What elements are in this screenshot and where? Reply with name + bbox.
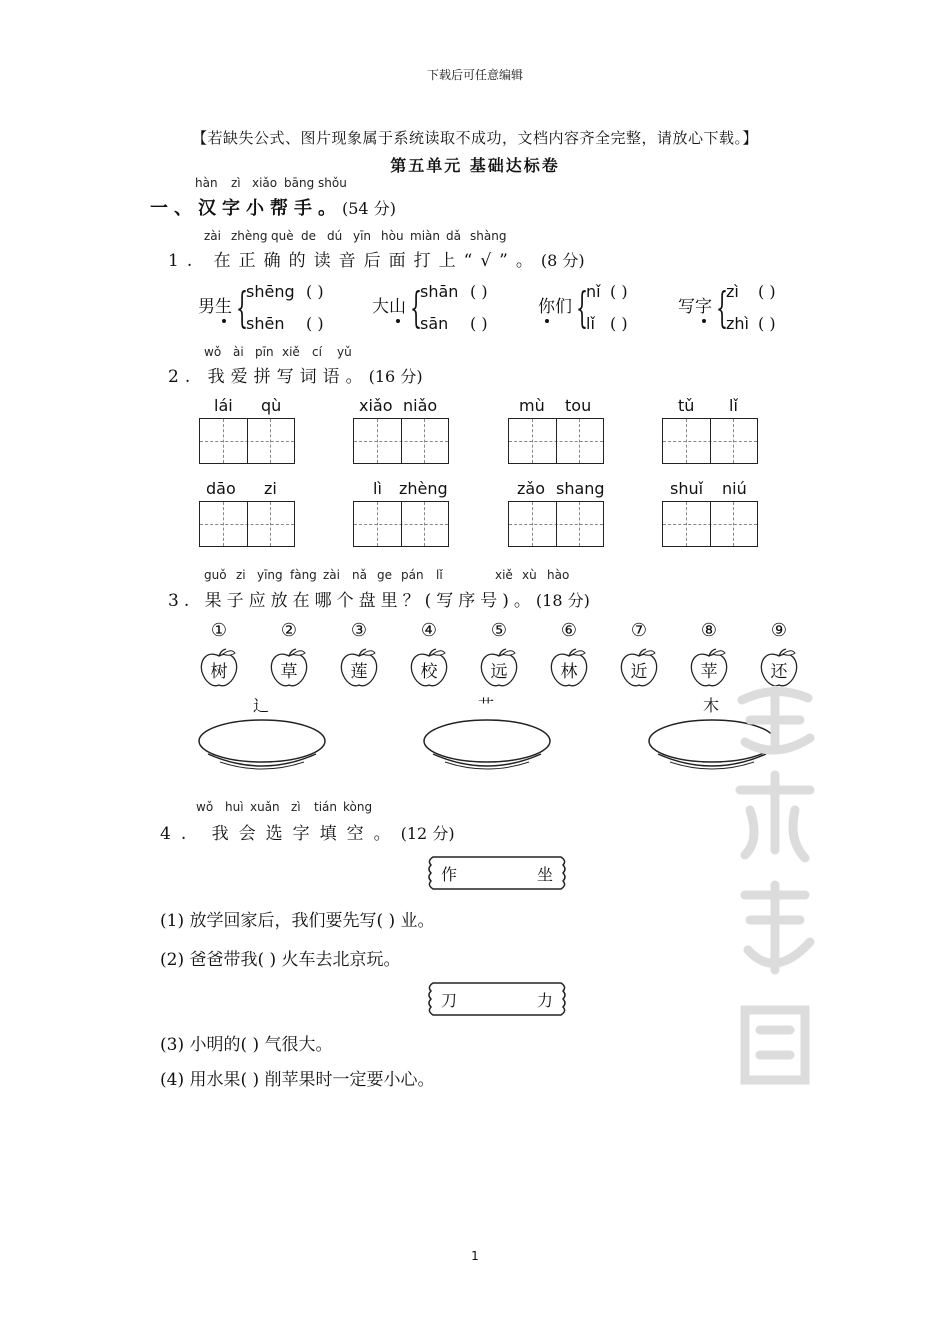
q1-option-3a: nǐ <box>586 282 601 301</box>
apple-icon[interactable] <box>479 648 519 688</box>
q1-pinyin-2: zhèng <box>231 229 268 243</box>
q2-word-6-py-1: lì <box>373 479 382 498</box>
apple-icon[interactable] <box>619 648 659 688</box>
apple-icon[interactable] <box>199 648 239 688</box>
word-choice-box-2 <box>427 981 567 1017</box>
q3-pinyin-4: fàng <box>290 568 317 582</box>
section1-pinyin-1: hàn <box>195 176 218 190</box>
q2-word-5-py-2: zi <box>264 479 277 498</box>
q4-item-3: (3) 小明的( ) 气很大。 <box>160 1035 333 1055</box>
q4-item-1: (1) 放学回家后，我们要先写( ) 业。 <box>160 911 435 931</box>
apple-icon[interactable] <box>339 648 379 688</box>
writing-grid[interactable] <box>662 418 758 464</box>
q3-pinyin-8: pán <box>401 568 424 582</box>
section1-pinyin-4: bāng <box>284 176 315 190</box>
q2-word-1-py-2: qù <box>261 396 282 415</box>
fruit-number: ② <box>280 620 298 641</box>
writing-grid[interactable] <box>199 501 295 547</box>
q1-pinyin-9: dǎ <box>446 229 461 243</box>
plate-label-2: 艹 <box>477 696 494 715</box>
q2-label: 2. 我爱拼写词语。 <box>168 367 369 387</box>
q2-word-3-py-1: mù <box>519 396 545 415</box>
q4-item-4: (4) 用水果( ) 削苹果时一定要小心。 <box>160 1070 435 1090</box>
q2-word-1-py-1: lái <box>214 396 233 415</box>
writing-grid[interactable] <box>353 501 449 547</box>
plate-icon[interactable] <box>421 716 553 776</box>
q2-pinyin-4: xiě <box>282 345 300 359</box>
q1-pinyin-1: zài <box>204 229 221 243</box>
page-title: 第五单元 基础达标卷 <box>390 156 560 175</box>
q4-pinyin-3: xuǎn <box>250 800 280 814</box>
q1-label: 1. 在正确的读音后面打上“√”。 <box>168 251 541 271</box>
section1-pinyin-5: shǒu <box>318 176 347 190</box>
q1-option-2b: sān <box>420 314 449 333</box>
fruit-character: 近 <box>630 662 648 682</box>
writing-grid[interactable] <box>508 501 604 547</box>
choice-1b: 坐 <box>536 865 553 884</box>
fruit-character: 树 <box>210 662 228 682</box>
q1-pinyin-10: shàng <box>470 229 507 243</box>
q4-heading <box>160 819 455 844</box>
q1-word-1-pre: 男 <box>198 297 215 317</box>
fruit-character: 苹 <box>700 662 718 682</box>
q2-word-4-py-2: lǐ <box>729 396 738 415</box>
q4-pinyin-1: wǒ <box>196 800 214 814</box>
fruit-number: ① <box>210 620 228 641</box>
q2-pinyin-2: ài <box>233 345 244 359</box>
brace-icon: { <box>576 283 589 332</box>
q1-option-3b: lǐ <box>586 314 595 333</box>
q1-word-3-dotted: 你 <box>538 297 555 317</box>
q2-word-2-py-1: xiǎo <box>359 396 393 415</box>
q2-pinyin-5: cí <box>312 345 322 359</box>
apple-icon[interactable] <box>549 648 589 688</box>
q2-pinyin-1: wǒ <box>204 345 222 359</box>
q1-heading <box>168 246 585 271</box>
q2-points: (16 分) <box>368 367 423 386</box>
q3-pinyin-7: ge <box>377 568 392 582</box>
fruit-number: ⑥ <box>560 620 578 641</box>
q1-pinyin-4: de <box>301 229 316 243</box>
plate-icon[interactable] <box>196 716 328 776</box>
q3-label: 3. 果子应放在哪个盘里？(写序号)。 <box>168 591 536 611</box>
q3-pinyin-9: lǐ <box>436 568 443 582</box>
q4-pinyin-2: huì <box>225 800 244 814</box>
q1-word-4-pre: 写 <box>678 297 695 317</box>
fruit-number: ⑦ <box>630 620 648 641</box>
q4-points: (12 分) <box>400 824 455 843</box>
fruit-character: 草 <box>280 662 298 682</box>
q2-word-2-py-2: niǎo <box>403 396 438 415</box>
q2-word-4-py-1: tǔ <box>678 396 695 415</box>
answer-paren[interactable]: ( ) <box>470 282 488 301</box>
q1-option-1a: shēng <box>246 282 295 301</box>
q3-pinyin-12: hào <box>547 568 570 582</box>
fruit-character: 莲 <box>350 662 368 682</box>
q3-heading <box>168 586 590 611</box>
brace-icon: { <box>236 283 249 332</box>
q2-word-8-py-2: niú <box>722 479 747 498</box>
calligraphy-watermark <box>730 680 820 1090</box>
q3-pinyin-10: xiě <box>495 568 513 582</box>
writing-grid[interactable] <box>662 501 758 547</box>
q3-points: (18 分) <box>535 591 590 610</box>
q2-word-3-py-2: tou <box>565 396 592 415</box>
writing-grid[interactable] <box>508 418 604 464</box>
q1-word-2-pre: 大 <box>372 297 389 317</box>
q1-word-3-post: 们 <box>555 297 572 317</box>
answer-paren[interactable]: ( ) <box>470 314 488 333</box>
fruit-number: ③ <box>350 620 368 641</box>
q1-word-2-dotted: 山 <box>389 297 406 317</box>
q4-pinyin-6: kòng <box>343 800 373 814</box>
section1-heading <box>150 194 396 220</box>
q3-pinyin-1: guǒ <box>204 568 227 582</box>
q1-word-4-dotted: 字 <box>695 297 712 317</box>
top-note: 下载后可任意编辑 <box>426 68 523 82</box>
q1-group-2 <box>372 284 542 334</box>
q4-label: 4. 我会选字填空。 <box>160 824 401 844</box>
brace-icon: { <box>716 283 729 332</box>
fruit-character: 远 <box>490 662 508 682</box>
page-number: 1 <box>471 1249 479 1263</box>
q1-pinyin-8: miàn <box>410 229 440 243</box>
q2-word-8-py-1: shuǐ <box>670 479 704 498</box>
q1-option-4a: zì <box>726 282 739 301</box>
fruit-number: ⑧ <box>700 620 718 641</box>
download-notice: 【若缺失公式、图片现象属于系统读取不成功，文档内容齐全完整，请放心下载。】 <box>191 129 758 147</box>
answer-paren[interactable]: ( ) <box>306 282 324 301</box>
q1-word-3 <box>538 292 572 317</box>
fruit-number: ④ <box>420 620 438 641</box>
fruit-character: 还 <box>770 662 788 682</box>
q1-group-4 <box>678 284 828 334</box>
writing-grid[interactable] <box>353 418 449 464</box>
q2-pinyin-3: pīn <box>255 345 274 359</box>
q2-word-6-py-2: zhèng <box>399 479 448 498</box>
q3-pinyin-5: zài <box>323 568 340 582</box>
q4-pinyin-4: zì <box>291 800 301 814</box>
section1-points: (54 分) <box>342 199 396 218</box>
choice-1a: 作 <box>441 865 458 884</box>
brace-icon: { <box>410 283 423 332</box>
choice-2b: 力 <box>536 991 553 1010</box>
q2-word-7-py-1: zǎo <box>517 479 545 498</box>
section1-label: 一、汉字小帮手。 <box>150 198 342 219</box>
writing-grid[interactable] <box>199 418 295 464</box>
answer-paren[interactable]: ( ) <box>758 282 776 301</box>
answer-paren[interactable]: ( ) <box>306 314 324 333</box>
q3-pinyin-6: nǎ <box>352 568 367 582</box>
q1-group-3 <box>538 284 678 334</box>
q1-word-1 <box>198 292 232 317</box>
q1-group-1 <box>198 284 368 334</box>
apple-icon[interactable] <box>409 648 449 688</box>
section1-pinyin-3: xiǎo <box>252 176 278 190</box>
fruit-number: ⑨ <box>770 620 788 641</box>
q3-pinyin-11: xù <box>522 568 537 582</box>
q1-option-2a: shān <box>420 282 459 301</box>
q4-pinyin-5: tián <box>314 800 337 814</box>
q1-pinyin-7: hòu <box>381 229 404 243</box>
choice-2a: 刀 <box>441 991 458 1010</box>
q1-word-4 <box>678 292 712 317</box>
answer-paren[interactable]: ( ) <box>610 282 628 301</box>
q1-option-4b: zhì <box>726 314 749 333</box>
word-choice-box-1 <box>427 855 567 891</box>
plate-label-3: 木 <box>702 696 719 715</box>
fruit-character: 林 <box>560 662 578 682</box>
q1-pinyin-3: què <box>271 229 294 243</box>
apple-icon[interactable] <box>689 648 729 688</box>
q2-word-5-py-1: dāo <box>206 479 236 498</box>
fruit-number: ⑤ <box>490 620 508 641</box>
q1-word-1-dotted: 生 <box>215 297 232 317</box>
apple-icon[interactable] <box>269 648 309 688</box>
q1-pinyin-6: yīn <box>353 229 372 243</box>
answer-paren[interactable]: ( ) <box>758 314 776 333</box>
q1-option-1b: shēn <box>246 314 285 333</box>
q1-points: (8 分) <box>540 251 585 270</box>
q1-pinyin-5: dú <box>327 229 343 243</box>
q3-pinyin-2: zi <box>236 568 246 582</box>
plate-label-1: 辶 <box>252 696 269 715</box>
q3-pinyin-3: yīng <box>257 568 283 582</box>
q2-heading <box>168 362 423 387</box>
q4-item-2: (2) 爸爸带我( ) 火车去北京玩。 <box>160 950 401 970</box>
q2-pinyin-6: yǔ <box>337 345 352 359</box>
q2-word-7-py-2: shang <box>556 479 605 498</box>
fruit-character: 校 <box>420 662 438 682</box>
q1-word-2 <box>372 292 406 317</box>
section1-pinyin-2: zì <box>231 176 241 190</box>
answer-paren[interactable]: ( ) <box>610 314 628 333</box>
